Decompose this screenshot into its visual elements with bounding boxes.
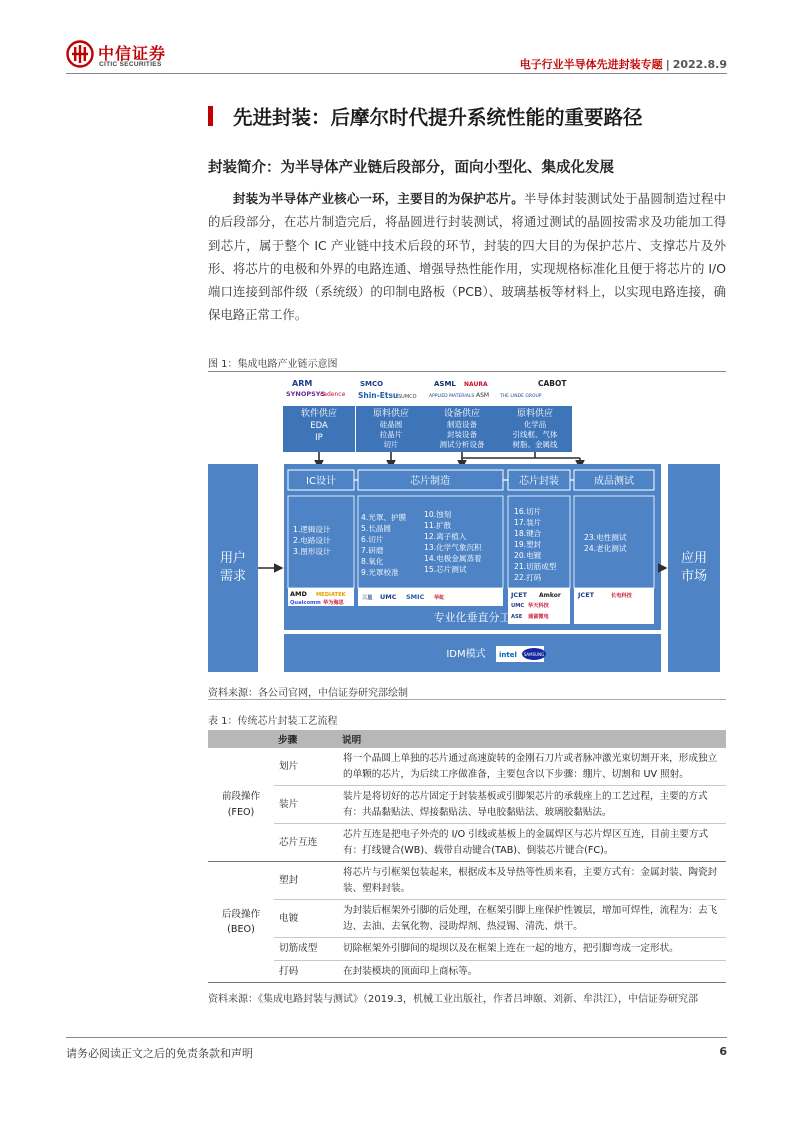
app-market-label: 市场 xyxy=(680,569,708,584)
stage-cell-feo xyxy=(208,748,274,862)
stage-name: 前段操作 xyxy=(221,791,261,802)
subsection-title: 封装简介：为半导体产业链后段部分，面向小型化、集成化发展 xyxy=(208,160,614,176)
table-source: 资料来源：《集成电路封装与测试》（2019.3，机械工业出版社，作者吕坤颐、刘新、牟洪江），中信证券研究部 xyxy=(208,994,698,1005)
supplier-label: 拉晶片 xyxy=(379,430,403,439)
supplier-label: 化学品 xyxy=(523,420,547,429)
stage-name: 后段操作 xyxy=(221,908,261,920)
pkg-step: 16.切片 xyxy=(514,507,542,516)
logo-text: ASML xyxy=(434,380,456,388)
table-header-step: 步骤 xyxy=(274,730,338,748)
step-cell: 切筋成型 xyxy=(274,938,338,961)
footer-divider xyxy=(66,1037,727,1038)
step-cell: 打码 xyxy=(274,960,338,983)
packaging-process-table xyxy=(208,730,726,983)
app-market-box xyxy=(668,464,720,672)
supplier-label: 原料供应 xyxy=(516,409,554,419)
supplier-label: EDA xyxy=(310,421,328,431)
report-title: 电子行业半导体先进封装专题 xyxy=(519,58,663,71)
fab-step: 7.研磨 xyxy=(361,546,384,555)
company-logo: Qualcomm xyxy=(290,600,321,606)
fab-step: 4.光罩、护膜 xyxy=(361,513,407,522)
table-header-desc: 说明 xyxy=(338,730,726,748)
company-logo: AMD xyxy=(290,590,307,598)
supplier-label: 树脂、金属线 xyxy=(512,440,558,449)
company-logo: 华为海思 xyxy=(323,600,344,606)
logo-text: cadence xyxy=(320,391,346,398)
logo-text: NAURA xyxy=(464,381,488,388)
logo-text: APPLIED MATERIALS xyxy=(429,394,475,399)
logo-text: THE LINDE GROUP xyxy=(500,394,542,399)
table-row xyxy=(208,748,726,786)
stage-header: IC设计 xyxy=(306,476,336,487)
supplier-label: 封装设备 xyxy=(447,430,477,439)
table-row xyxy=(208,862,726,900)
ic-industry-chain-diagram xyxy=(208,374,728,674)
logo-text: SMCO xyxy=(360,380,384,388)
step-cell: 芯片互连 xyxy=(274,824,338,862)
supplier-label: 引线框、气体 xyxy=(512,430,558,439)
desc-cell: 在封装模块的顶面印上商标等。 xyxy=(338,960,726,983)
user-demand-box xyxy=(208,464,258,672)
figure-caption: 图 1：集成电路产业链示意图 xyxy=(208,359,338,370)
fab-step: 11.扩散 xyxy=(424,521,452,530)
section-title: 先进封装：后摩尔时代提升系统性能的重要路径 xyxy=(233,106,643,129)
company-logo: ASE xyxy=(511,614,523,620)
logo-text: SYNOPSYS xyxy=(286,390,326,398)
pkg-step: 19.塑封 xyxy=(514,540,542,549)
fab-step: 12.离子植入 xyxy=(424,532,467,541)
table-header-row xyxy=(208,730,726,748)
design-step: 2.电路设计 xyxy=(293,536,331,545)
idm-logo: SAMSUNG xyxy=(523,652,545,657)
supplier-label: 切片 xyxy=(383,440,399,449)
specialization-label: 专业化垂直分工 xyxy=(433,611,511,624)
supplier-label: 设备供应 xyxy=(443,409,481,419)
logo-text: Shin-Etsu xyxy=(358,391,399,400)
desc-cell: 切除框架外引脚间的堤坝以及在框架上连在一起的地方，把引脚弯成一定形状。 xyxy=(338,938,726,961)
footer-disclaimer: 请务必阅读正文之后的免责条款和声明 xyxy=(66,1047,253,1060)
stage-code: (FEO) xyxy=(227,806,255,818)
logo-text: ASM xyxy=(476,392,490,399)
table-row xyxy=(208,900,726,938)
supplier-label: IP xyxy=(315,433,323,443)
header-separator: | xyxy=(665,58,670,71)
user-demand-label: 用户 xyxy=(219,551,247,566)
desc-cell: 将芯片与引框架包装起来，根据成本及导热等性质来看，主要方式有：金属封装、陶瓷封装、塑料封装。 xyxy=(338,862,726,900)
company-logo: UMC xyxy=(380,593,397,601)
step-cell: 塑封 xyxy=(274,862,338,900)
fab-step: 13.化学气象沉积 xyxy=(424,543,482,552)
idm-logo: intel xyxy=(499,651,517,659)
desc-cell: 芯片互连是把电子外壳的 I/O 引线或基板上的金属焊区与芯片焊区互连，目前主要方式有：打线键合(WB)、载带自动键合(TAB)、倒装芯片键合(FC)。 xyxy=(338,824,726,862)
desc-cell: 装片是将切好的芯片固定于封装基板或引脚架芯片的承载座上的工艺过程，主要的方式有：共晶黏贴法、焊接黏贴法、导电胶黏贴法、玻璃胶黏贴法。 xyxy=(338,786,726,824)
brand-name-en: CITIC SECURITIES xyxy=(99,61,162,68)
desc-cell: 为封装后框架外引脚的后处理，在框架引脚上座保护性镀层，增加可焊性，流程为：去飞边、去油、去氧化物、浸助焊剂、热浸锡、清洗、烘干。 xyxy=(338,900,726,938)
paragraph-lead: 封装为半导体产业核心一环，主要目的为保护芯片。 xyxy=(233,191,524,206)
table-caption: 表 1：传统芯片封装工艺流程 xyxy=(208,716,338,727)
step-cell: 装片 xyxy=(274,786,338,824)
fab-step: 6.切片 xyxy=(361,535,384,544)
company-logo: 华虹 xyxy=(434,595,445,601)
table-row xyxy=(208,824,726,862)
company-logo: Amkor xyxy=(539,592,561,599)
supplier-label: 测试分析设备 xyxy=(439,440,485,449)
page-number: 6 xyxy=(719,1045,727,1058)
company-logo: JCET xyxy=(511,591,528,599)
supplier-label: 软件供应 xyxy=(300,409,338,419)
logo-text: SUMCO xyxy=(398,394,417,400)
pkg-step: 17.装片 xyxy=(514,518,542,527)
supplier-label: 硅晶圆 xyxy=(379,420,403,429)
intro-paragraph xyxy=(208,187,726,327)
fab-step: 9.光罩校准 xyxy=(361,568,399,577)
user-demand-label: 需求 xyxy=(219,569,247,584)
idm-label: IDM模式 xyxy=(446,649,486,660)
company-logo: 通富微电 xyxy=(528,614,549,620)
citic-logo-icon xyxy=(66,40,94,68)
figure-source-divider xyxy=(208,699,726,700)
company-logo: JCET xyxy=(578,591,595,599)
test-step: 23.电性测试 xyxy=(584,533,627,542)
table-row xyxy=(208,786,726,824)
supplier-label: 制造设备 xyxy=(447,420,477,429)
figure-divider xyxy=(208,371,726,372)
company-logo: MEDIATEK xyxy=(316,592,346,598)
fab-step: 14.电极金属蒸着 xyxy=(424,554,482,563)
table-row xyxy=(208,938,726,961)
header-divider xyxy=(66,73,727,74)
step-cell: 电镀 xyxy=(274,900,338,938)
company-logo: 长电科技 xyxy=(611,593,632,599)
fab-step: 5.长晶圆 xyxy=(361,524,392,533)
design-step: 1.逻辑设计 xyxy=(293,525,331,534)
pkg-step: 21.切筋成型 xyxy=(514,562,557,571)
report-date: 2022.8.9 xyxy=(672,58,727,71)
company-logo: 华天科技 xyxy=(528,603,549,609)
stage-cell-beo xyxy=(208,862,274,983)
company-logo: UMC xyxy=(511,603,525,609)
table-row xyxy=(208,960,726,983)
supplier-logos xyxy=(283,376,572,406)
fab-step: 8.氧化 xyxy=(361,557,384,566)
stage-header: 芯片封装 xyxy=(519,476,559,487)
table-header-stage xyxy=(208,730,274,748)
pkg-step: 22.打码 xyxy=(514,573,542,582)
app-market-label: 应用 xyxy=(680,551,708,566)
stage-header: 成品测试 xyxy=(594,476,634,487)
company-logo: SMIC xyxy=(406,593,425,601)
design-step: 3.图形设计 xyxy=(293,547,331,556)
figure-source: 资料来源：各公司官网，中信证券研究部绘制 xyxy=(208,688,408,699)
company-logo: 三星 xyxy=(362,595,373,601)
report-header xyxy=(520,56,727,72)
paragraph-body: 半导体封装测试处于晶圆制造过程中的后段部分，在芯片制造完后，将晶圆进行封装测试，将通过测试的晶圆按需求及功能加工得到芯片，属于整个 IC 产业链中技术后段的环节，封装的四大目的为保护芯片、支撑芯片及外形、将芯片的电极和外界的电路连通、增强导热性能作用，实现规格标准化且便于将芯片的 I/O 端口连接到部件级（系统级）的印制电路板（PCB）、玻璃基板等材料上，以实现电路连接，确保电路正常工作。 xyxy=(208,191,727,323)
supplier-boxes xyxy=(283,406,572,452)
fab-step: 15.芯片测试 xyxy=(424,565,467,574)
fab-step: 10.蚀刻 xyxy=(424,510,452,519)
stage-code: (BEO) xyxy=(227,924,255,935)
section-marker xyxy=(208,106,213,126)
brand-name-cn: 中信证券 xyxy=(98,44,167,63)
pkg-step: 20.电镀 xyxy=(514,551,542,560)
stage-header: 芯片制造 xyxy=(410,476,450,487)
pkg-step: 18.键合 xyxy=(514,529,542,538)
logo-text: CABOT xyxy=(538,379,567,388)
test-step: 24.老化测试 xyxy=(584,544,627,553)
logo-text: ARM xyxy=(292,379,313,388)
desc-cell: 将一个晶圆上单独的芯片通过高速旋转的金刚石刀片或者脉冲激光束切割开来，形成独立的单颗的芯片，为后续工序做准备，主要包含以下步骤：绷片、切割和 UV 照射。 xyxy=(338,748,726,786)
supplier-label: 原料供应 xyxy=(372,409,410,419)
step-cell: 划片 xyxy=(274,748,338,786)
